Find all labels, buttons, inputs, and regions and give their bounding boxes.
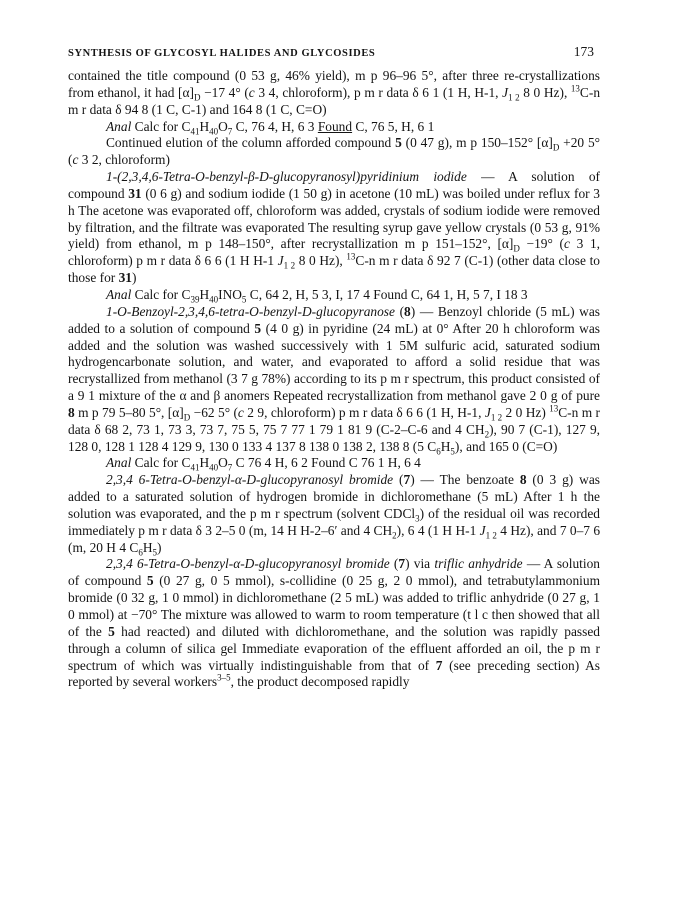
- text-run: (4 0 g) in pyridine (24 mL) at 0° After 20 h chloroform was added and the solution was washed successively with 1 5M sulfuric acid, saturated sodium hydrogencarbonate solution, and water, and evaporated to afford a solid residue that was recrystallized from methanol (3 7 g 78%) according to its p m r spectrum, this product consisted of a 9 1 mixture of the α and β anomers Repeated recrystallization from methanol gave 2 0 g of pure: [68, 320, 600, 404]
- paragraph-p2: [68, 119, 600, 136]
- text-run: 5: [152, 547, 157, 558]
- text-run: 2: [392, 530, 397, 541]
- paragraph-p8: [68, 472, 600, 556]
- text-run: 3: [415, 513, 420, 524]
- text-run: 7: [403, 472, 411, 488]
- text-run: 1 2: [508, 92, 520, 103]
- text-run: Continued elution of the column afforded compound: [106, 135, 396, 151]
- text-run: — A solution of compound: [68, 556, 600, 589]
- text-run: (: [389, 556, 399, 572]
- text-run: J: [484, 404, 491, 420]
- text-run: triflic anhydride: [434, 556, 523, 572]
- text-run: 3 1, chloroform) p m r data δ 6 6 (1 H H-1: [68, 236, 601, 269]
- text-run: 5: [395, 135, 402, 151]
- text-run: 41: [190, 126, 200, 137]
- paragraph-p1: [68, 68, 600, 119]
- text-run: −17 4° (: [200, 84, 249, 100]
- text-run: Calc for C: [131, 286, 191, 302]
- body-text: [68, 68, 600, 691]
- text-run: 3 2, chloroform): [78, 152, 170, 168]
- text-run: C-n m r data δ 68 2, 73 1, 73 3, 73 7, 75 5, 75 7 77 1 79 1 81 9 (C-2–C-6 and 4 CH: [68, 404, 601, 437]
- paragraph-p4: [68, 169, 600, 287]
- text-run: ) of the residual oil was recorded immediately p m r data δ 3 2–5 0 (m, 14 H H-2–6′ and 4 CH: [68, 505, 600, 538]
- text-run: 5: [254, 320, 262, 336]
- text-run: 8: [68, 404, 75, 420]
- text-run: D: [552, 143, 560, 154]
- text-run: O: [218, 455, 228, 471]
- text-run: O: [218, 118, 228, 134]
- text-run: , the product decomposed rapidly: [230, 674, 410, 690]
- text-run: C 76 4 H, 6 2 Found C 76 1 H, 6 4: [232, 455, 421, 471]
- text-run: ): [131, 270, 137, 286]
- text-run: +20 5° (: [68, 135, 600, 168]
- text-run: H: [440, 438, 451, 454]
- text-run: 7: [398, 556, 406, 572]
- text-run: — A solution of compound: [68, 169, 601, 201]
- text-run: 7: [435, 657, 443, 673]
- text-run: 41: [190, 463, 200, 474]
- text-run: c: [563, 236, 570, 252]
- text-run: m p 79 5–80 5°, [α]: [74, 404, 184, 420]
- text-run: D: [513, 244, 520, 255]
- text-run: 40: [209, 463, 219, 474]
- text-run: 31: [128, 185, 142, 201]
- text-run: 2,3,4 6-Tetra-O-benzyl-α-D-glucopyranosyl bromide: [106, 556, 390, 572]
- text-run: Found: [317, 118, 353, 134]
- text-run: contained the title compound (0 53 g, 46% yield), m p 96–96 5°, after three re-crystallizations from ethanol, it had [α]: [68, 68, 600, 100]
- text-run: (: [393, 472, 404, 488]
- text-run: 5: [241, 294, 247, 305]
- running-head: [68, 44, 594, 60]
- text-run: Calc for C: [131, 455, 191, 471]
- text-run: 2: [484, 429, 490, 440]
- text-run: 40: [209, 294, 219, 305]
- text-run: 5: [146, 573, 154, 589]
- text-run: c: [72, 152, 79, 168]
- text-run: 2,3,4 6-Tetra-O-benzyl-α-D-glucopyranosyl bromide: [106, 472, 394, 488]
- text-run: J: [502, 84, 509, 100]
- text-run: H: [142, 539, 153, 555]
- text-run: H: [199, 286, 210, 302]
- text-run: (see preceding section) As reported by several workers: [68, 657, 600, 690]
- text-run: c: [248, 84, 255, 100]
- text-run: 2 9, chloroform) p m r data δ 6 6 (1 H, H-1,: [243, 404, 485, 420]
- text-run: ) via: [405, 556, 435, 572]
- text-run: −62 5° (: [190, 404, 238, 420]
- text-run: 40: [209, 126, 219, 137]
- text-run: ) — Benzoyl chloride (5 mL) was added to a solution of compound: [68, 303, 600, 336]
- text-run: 1-(2,3,4,6-Tetra-O-benzyl-β-D-glucopyranosyl)pyridinium iodide: [106, 169, 467, 185]
- text-run: (0 3 g) was added to a saturated solution of hydrogen bromide in dichloromethane (5 mL) After 1 h the solution was evaporated, and the p m r spectrum (solvent CDCl: [68, 472, 600, 521]
- text-run: ), 6 4 (1 H H-1: [396, 522, 480, 538]
- text-run: 5: [450, 446, 455, 457]
- text-run: Anal: [106, 118, 132, 134]
- text-run: 4 Hz), and 7 0–7 6 (m, 20 H 4 C: [68, 522, 601, 555]
- text-run: C-n m r data δ 92 7 (C-1) (other data close to those for: [68, 253, 600, 286]
- text-run: ): [156, 539, 162, 555]
- text-run: 1 2: [485, 530, 497, 541]
- text-run: (: [394, 303, 405, 319]
- text-run: 2 0 Hz): [502, 404, 550, 420]
- text-run: (0 6 g) and sodium iodide (1 50 g) in acetone (10 mL) was boiled under reflux for 3 h The acetone was evaporated off, chloroform was added, crystals of sodium iodide were removed by filtration, and the filtrate was evaporated The resulting syrup gave yellow crystals (0 53 g, 91% yield) from ethanol, m p 148–150°, after recrystallization m p 151–152°, [α]: [68, 185, 600, 252]
- text-run: 8 0 Hz),: [519, 84, 571, 100]
- text-run: H: [199, 455, 210, 471]
- text-run: 1-O-Benzoyl-2,3,4,6-tetra-O-benzyl-D-glucopyranose: [106, 303, 395, 319]
- paragraph-p9: [68, 556, 600, 691]
- page-number: 173: [573, 44, 594, 59]
- paragraph-p6: [68, 304, 600, 456]
- text-run: Calc for C: [131, 118, 191, 134]
- text-run: 8 0 Hz),: [295, 253, 347, 269]
- text-run: Anal: [106, 286, 132, 302]
- text-run: ), 90 7 (C-1), 127 9, 128 0, 128 1 128 4 129 9, 130 0 133 4 137 8 138 0 138 2, 138 8 (5 C: [68, 421, 600, 454]
- text-run: INO: [218, 286, 242, 302]
- text-run: C-n m r data δ 94 8 (1 C, C-1) and 164 8 (1 C, C=O): [68, 84, 601, 117]
- text-run: 8: [519, 472, 527, 488]
- text-run: J: [479, 522, 486, 538]
- text-run: ) — The benzoate: [410, 472, 520, 488]
- text-run: (0 47 g), m p 150–152° [α]: [401, 135, 553, 151]
- text-run: H: [199, 118, 210, 134]
- text-run: 6: [138, 547, 143, 558]
- text-run: D: [193, 92, 201, 103]
- text-run: 39: [190, 294, 200, 305]
- text-run: C, 76 4, H, 6 3: [232, 118, 318, 134]
- text-run: D: [183, 412, 191, 423]
- running-title: SYNTHESIS OF GLYCOSYL HALIDES AND GLYCOSIDES: [68, 48, 376, 59]
- text-run: 7: [227, 463, 233, 474]
- text-run: 3–5: [217, 672, 231, 683]
- text-run: 1 2: [490, 412, 503, 423]
- text-run: had reacted) and diluted with dichloromethane, and the solution was rapidly passed through a column of silica gel Immediate evaporation of the effluent afforded an oil, the p m r spectrum of which was virtually indistinguishable from that of: [68, 623, 600, 673]
- text-run: ), and 165 0 (C=O): [454, 438, 558, 454]
- paragraph-p3: [68, 135, 600, 169]
- text-run: 7: [227, 126, 233, 137]
- text-run: 3 4, chloroform), p m r data δ 6 1 (1 H, H-1,: [254, 84, 503, 100]
- text-run: C, 76 5, H, 6 1: [352, 118, 435, 134]
- text-run: 8: [404, 303, 411, 319]
- paragraph-p7: [68, 455, 600, 472]
- text-run: 13: [549, 403, 559, 414]
- text-run: 31: [118, 270, 132, 286]
- text-run: 13: [346, 251, 356, 262]
- text-run: 6: [436, 446, 441, 457]
- text-run: −19° (: [519, 236, 564, 252]
- text-run: J: [277, 253, 284, 269]
- text-run: 13: [570, 83, 580, 94]
- text-run: 5: [108, 623, 115, 639]
- paragraph-p5: [68, 287, 600, 304]
- text-run: 1 2: [283, 260, 296, 271]
- text-run: c: [237, 404, 244, 420]
- text-run: (0 27 g, 0 5 mmol), s-collidine (0 25 g, 2 0 mmol), and tetrabutylammonium bromide (0 32 g, 1 0 mmol) in dichloromethane (2 5 mL) was added to triflic anhydride (0 27 g, 1 0 mmol) at −70° The mixture was allowed to warm to room temperature (t l c then showed that all of the: [68, 573, 600, 639]
- text-run: C, 64 2, H, 5 3, I, 17 4 Found C, 64 1, H, 5 7, I 18 3: [246, 286, 528, 302]
- text-run: Anal: [106, 455, 132, 471]
